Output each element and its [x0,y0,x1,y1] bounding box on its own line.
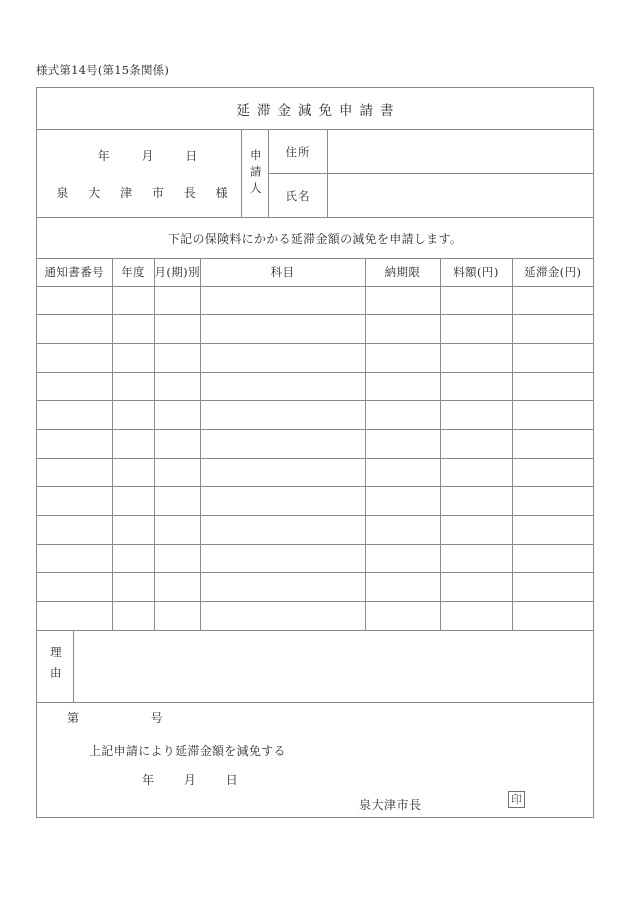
table-header-row [37,259,593,286]
decision-statement: 上記申請により延滞金額を減免する [89,743,286,758]
cell-month-term[interactable] [154,458,200,487]
table-row [37,286,593,315]
cell-item[interactable] [200,458,365,487]
cell-item[interactable] [200,602,365,631]
cell-late-fee[interactable] [512,544,593,573]
cell-notice-number[interactable] [37,315,112,344]
column-header-due-date: 納期限 [365,259,440,286]
cell-notice-number[interactable] [37,401,112,430]
cell-due-date[interactable] [365,315,440,344]
decision-date-line [129,771,251,788]
addressee-cell [37,130,242,217]
column-header-notice-number: 通知書番号 [37,259,112,286]
cell-item[interactable] [200,315,365,344]
cell-late-fee[interactable] [512,573,593,602]
cell-fee-amount[interactable] [440,573,512,602]
cell-month-term[interactable] [154,487,200,516]
cell-month-term[interactable] [154,343,200,372]
cell-due-date[interactable] [365,487,440,516]
table-row [37,487,593,516]
cell-item[interactable] [200,372,365,401]
name-input[interactable] [328,174,593,217]
cell-late-fee[interactable] [512,315,593,344]
cell-fee-amount[interactable] [440,544,512,573]
items-table-container [37,259,593,631]
column-header-month-term: 月(期)別 [154,259,200,286]
application-date-year: 年 [97,148,111,163]
reason-row [37,631,593,703]
applicant-row [37,130,593,218]
cell-month-term[interactable] [154,372,200,401]
reason-label: 理由 [48,645,63,687]
form-title: 延滞金減免申請書 [236,102,401,119]
cell-due-date[interactable] [365,602,440,631]
table-row [37,573,593,602]
cell-fiscal-year[interactable] [112,573,154,602]
table-row [37,602,593,631]
table-row [37,516,593,545]
cell-item[interactable] [200,487,365,516]
cell-month-term[interactable] [154,602,200,631]
cell-due-date[interactable] [365,429,440,458]
cell-fee-amount[interactable] [440,286,512,315]
cell-due-date[interactable] [365,286,440,315]
reason-label-cell [37,631,74,702]
cell-fee-amount[interactable] [440,315,512,344]
application-date-line [37,147,241,164]
cell-item[interactable] [200,429,365,458]
cell-notice-number[interactable] [37,343,112,372]
address-input[interactable] [328,130,593,173]
cell-notice-number[interactable] [37,602,112,631]
addressee-char-1: 泉 [56,185,69,200]
addressee-char-4: 市 [151,185,164,200]
table-row [37,372,593,401]
cell-fiscal-year[interactable] [112,487,154,516]
cell-item[interactable] [200,343,365,372]
cell-notice-number[interactable] [37,286,112,315]
mayor-title: 泉大津市長 [359,797,422,812]
cell-due-date[interactable] [365,401,440,430]
table-row [37,458,593,487]
cell-fiscal-year[interactable] [112,286,154,315]
cell-month-term[interactable] [154,516,200,545]
table-row [37,315,593,344]
cell-late-fee[interactable] [512,602,593,631]
document-number-prefix: 第 [67,710,80,725]
cell-fee-amount[interactable] [440,602,512,631]
statement-row [37,218,593,259]
decision-date-month: 月 [183,772,196,787]
cell-late-fee[interactable] [512,516,593,545]
cell-notice-number[interactable] [37,458,112,487]
cell-fiscal-year[interactable] [112,372,154,401]
seal-stamp-icon: 印 [508,791,525,808]
cell-notice-number[interactable] [37,487,112,516]
applicant-label-cell [242,130,269,217]
form-number-caption: 様式第14号(第15条関係) [36,63,170,77]
cell-item[interactable] [200,286,365,315]
cell-fee-amount[interactable] [440,343,512,372]
cell-due-date[interactable] [365,544,440,573]
addressee-char-3: 津 [120,185,133,200]
cell-fee-amount[interactable] [440,516,512,545]
cell-notice-number[interactable] [37,516,112,545]
form-title-row [37,88,593,130]
statement-text: 下記の保険料にかかる延滞金額の減免を申請します。 [167,231,463,246]
decision-row [37,703,593,817]
cell-notice-number[interactable] [37,544,112,573]
cell-due-date[interactable] [365,516,440,545]
table-row [37,343,593,372]
decision-date-year: 年 [142,772,155,787]
cell-late-fee[interactable] [512,286,593,315]
application-date-month: 月 [141,148,155,163]
column-header-fiscal-year: 年度 [112,259,154,286]
cell-fee-amount[interactable] [440,487,512,516]
document-number-suffix: 号 [150,710,163,725]
addressee-char-5: 長 [183,185,196,200]
table-row [37,401,593,430]
addressee-char-6: 様 [215,185,228,200]
cell-due-date[interactable] [365,458,440,487]
cell-notice-number[interactable] [37,573,112,602]
reason-input[interactable] [74,631,593,702]
cell-fiscal-year[interactable] [112,429,154,458]
cell-item[interactable] [200,573,365,602]
application-form-frame [36,87,594,818]
cell-fiscal-year[interactable] [112,401,154,430]
cell-notice-number[interactable] [37,429,112,458]
cell-fiscal-year[interactable] [112,602,154,631]
cell-notice-number[interactable] [37,372,112,401]
cell-due-date[interactable] [365,343,440,372]
cell-fiscal-year[interactable] [112,343,154,372]
table-body [37,286,593,630]
table-row [37,429,593,458]
cell-fiscal-year[interactable] [112,315,154,344]
cell-month-term[interactable] [154,573,200,602]
cell-fiscal-year[interactable] [112,458,154,487]
cell-month-term[interactable] [154,286,200,315]
cell-fee-amount[interactable] [440,458,512,487]
column-header-fee-amount: 料額(円) [440,259,512,286]
cell-item[interactable] [200,516,365,545]
cell-fee-amount[interactable] [440,372,512,401]
table-row [37,544,593,573]
applicant-fields [269,130,593,217]
cell-late-fee[interactable] [512,458,593,487]
cell-late-fee[interactable] [512,372,593,401]
applicant-label: 申請人 [248,148,263,199]
column-header-late-fee: 延滞金(円) [512,259,593,286]
items-table [37,259,593,631]
name-label: 氏名 [269,174,328,217]
cell-fiscal-year[interactable] [112,544,154,573]
application-date-day: 日 [185,148,199,163]
cell-month-term[interactable] [154,401,200,430]
cell-late-fee[interactable] [512,343,593,372]
document-number-line [67,709,163,726]
cell-item[interactable] [200,544,365,573]
cell-month-term[interactable] [154,544,200,573]
addressee-char-2: 大 [88,185,101,200]
address-label: 住所 [269,130,328,173]
column-header-item: 科目 [200,259,365,286]
cell-late-fee[interactable] [512,401,593,430]
cell-late-fee[interactable] [512,429,593,458]
cell-late-fee[interactable] [512,487,593,516]
cell-fee-amount[interactable] [440,429,512,458]
decision-date-day: 日 [225,772,238,787]
cell-month-term[interactable] [154,315,200,344]
cell-fee-amount[interactable] [440,401,512,430]
cell-item[interactable] [200,401,365,430]
addressee-line [37,184,241,201]
address-field-row [269,130,593,174]
cell-fiscal-year[interactable] [112,516,154,545]
cell-due-date[interactable] [365,573,440,602]
cell-month-term[interactable] [154,429,200,458]
name-field-row [269,174,593,217]
cell-due-date[interactable] [365,372,440,401]
